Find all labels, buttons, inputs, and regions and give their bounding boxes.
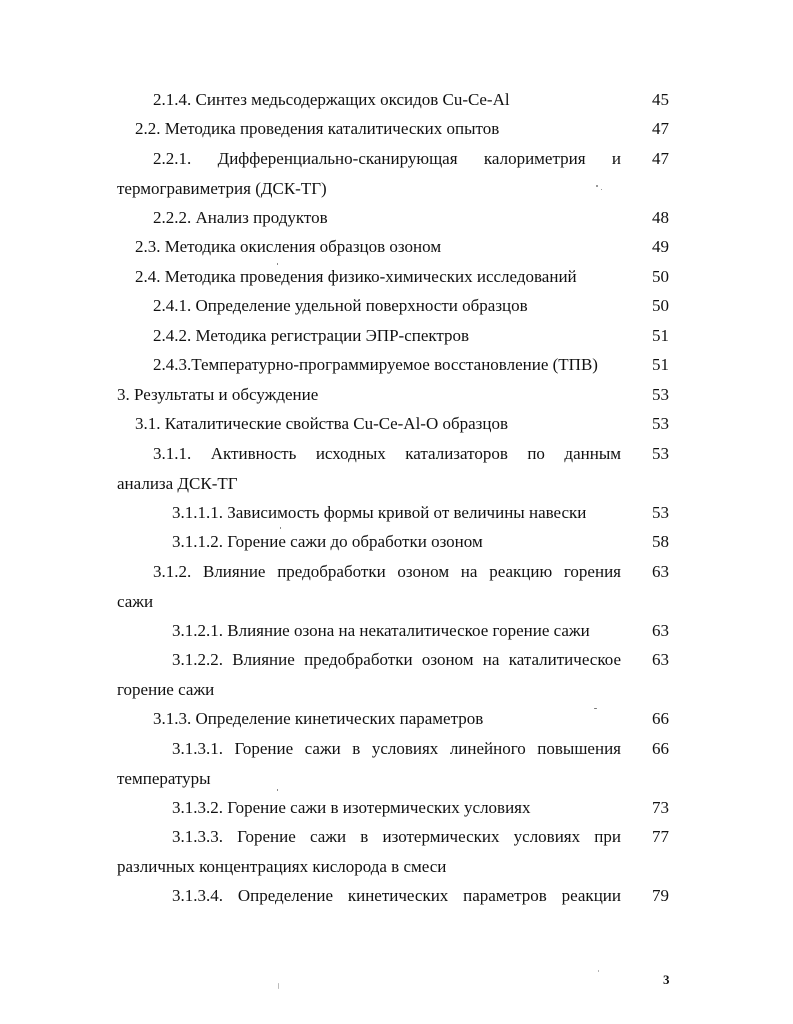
- toc-page-number: 51: [652, 355, 669, 374]
- toc-entry-text: 2.4.2. Методика регистрации ЭПР-спектров: [153, 326, 470, 345]
- toc-page-number: 48: [652, 208, 669, 227]
- toc-entry-text: 2.4. Методика проведения физико-химических исследований: [135, 267, 577, 286]
- scan-speck: [601, 189, 602, 190]
- toc-entry-text-line1: 3.1.3.4. Определение кинетических параметров реакции: [172, 886, 621, 905]
- toc-page-number: 53: [652, 385, 669, 404]
- toc-entry-text-line1: 3.1.2. Влияние предобработки озоном на реакцию горения: [153, 562, 621, 581]
- toc-entry-text: 3.1.3. Определение кинетических параметров: [153, 709, 484, 728]
- toc-entry-text: 3.1.3.2. Горение сажи в изотермических условиях: [172, 798, 531, 817]
- toc-entry-text-line1: 2.2.1. Дифференциально-сканирующая калориметрия и: [153, 149, 621, 168]
- toc-entry-text: 3. Результаты и обсуждение: [117, 385, 319, 404]
- toc-entry-text: 2.2.2. Анализ продуктов: [153, 208, 328, 227]
- scan-speck: [277, 789, 278, 791]
- toc-entry-text-line1: 3.1.3.3. Горение сажи в изотермических условиях при: [172, 827, 621, 846]
- toc-page-number: 50: [652, 296, 669, 315]
- toc-entry-text-line1: 3.1.3.1. Горение сажи в условиях линейного повышения: [172, 739, 621, 758]
- toc-entry-text-line2: различных концентрациях кислорода в смеси: [117, 856, 447, 876]
- toc-page-number: 49: [652, 237, 669, 256]
- toc-entry-text-line2: термогравиметрия (ДСК-ТГ): [117, 178, 327, 198]
- page-number: 3: [663, 972, 670, 987]
- toc-entry-text: 3.1.1.2. Горение сажи до обработки озоном: [172, 532, 483, 551]
- toc-entry-text-line1: 3.1.2.2. Влияние предобработки озоном на каталитическое: [172, 650, 621, 669]
- toc-page-number: 47: [652, 119, 669, 138]
- toc-page-number: 45: [652, 90, 669, 109]
- toc-page-number: 47: [652, 149, 669, 168]
- toc-page-number: 77: [652, 827, 669, 846]
- scan-speck: [278, 983, 279, 989]
- scan-speck: [596, 185, 598, 187]
- toc-page-number: 79: [652, 886, 669, 905]
- toc-page-number: 66: [652, 739, 669, 758]
- toc-entry-text: 3.1. Каталитические свойства Cu-Ce-Al-O образцов: [135, 414, 509, 433]
- toc-entry-text-line2: анализа ДСК-ТГ: [117, 473, 238, 493]
- toc-entry-text: 3.1.2.1. Влияние озона на некаталитическое горение сажи: [172, 621, 590, 640]
- toc-entry-text: 2.1.4. Синтез медьсодержащих оксидов Cu-Ce-Al: [153, 90, 510, 109]
- toc-entry-text: 2.4.1. Определение удельной поверхности образцов: [153, 296, 528, 315]
- toc-page-number: 63: [652, 650, 669, 669]
- toc-entry-text: 2.3. Методика окисления образцов озоном: [135, 237, 442, 256]
- scan-speck: [280, 527, 281, 529]
- toc-page-number: 53: [652, 444, 669, 463]
- toc-page-number: 51: [652, 326, 669, 345]
- toc-page-number: 53: [652, 414, 669, 433]
- toc-page-number: 66: [652, 709, 669, 728]
- scan-speck: [598, 970, 599, 972]
- toc-entry-text-line2: температуры: [117, 768, 211, 788]
- toc-entry-text: 3.1.1.1. Зависимость формы кривой от величины навески: [172, 503, 587, 522]
- toc-entry-text-line1: 3.1.1. Активность исходных катализаторов по данным: [153, 444, 621, 463]
- scan-speck: [277, 263, 278, 265]
- scan-speck: [594, 708, 597, 709]
- toc-page-number: 58: [652, 532, 669, 551]
- toc-page-number: 50: [652, 267, 669, 286]
- toc-entry-text-line2: горение сажи: [117, 679, 215, 699]
- toc-page-number: 63: [652, 621, 669, 640]
- toc-page-number: 63: [652, 562, 669, 581]
- toc-page-number: 53: [652, 503, 669, 522]
- toc-entry-text: 2.4.3.Температурно-программируемое восстановление (ТПВ): [153, 355, 598, 374]
- toc-page-number: 73: [652, 798, 669, 817]
- toc-entry-text-line2: сажи: [117, 591, 154, 611]
- toc-entry-text: 2.2. Методика проведения каталитических опытов: [135, 119, 500, 138]
